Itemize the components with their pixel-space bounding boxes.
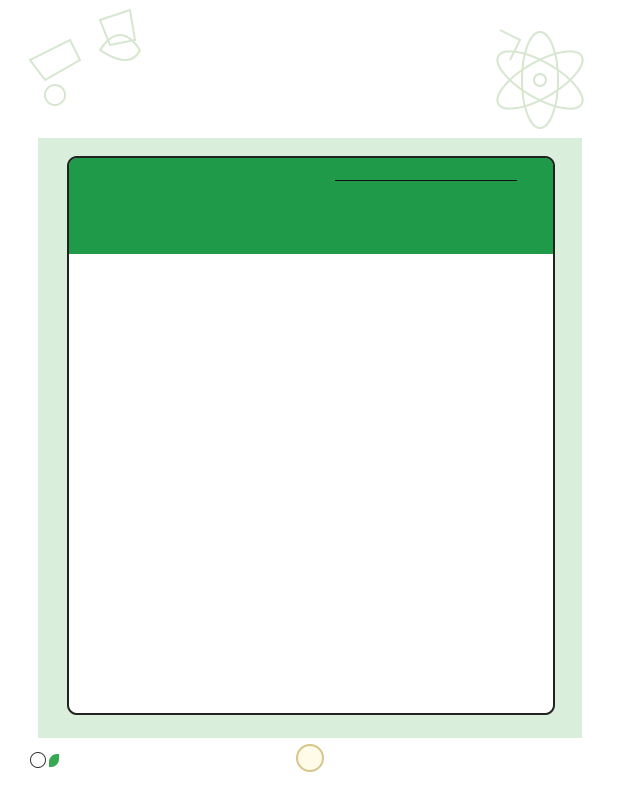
copyright-icon (30, 752, 46, 768)
publisher-brand (30, 752, 60, 768)
color-dots-divider (200, 99, 420, 109)
page-number (296, 744, 324, 772)
skills-panel (38, 138, 582, 738)
skills-table (67, 156, 555, 715)
leaf-icon (49, 754, 59, 767)
science-line-art (0, 0, 618, 140)
table-header (69, 158, 553, 254)
header-divider (335, 180, 517, 181)
